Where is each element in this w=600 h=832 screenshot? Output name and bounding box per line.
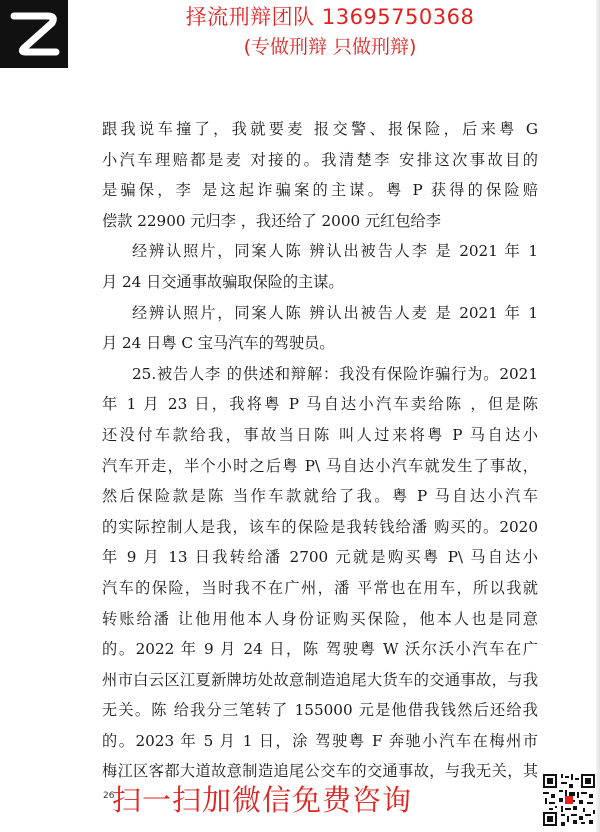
body-line: 无关。陈 给我分三笔转了 155000 元是他借我钱然后还给我 [102, 701, 538, 720]
body-line: 还没付车款给我，事故当日陈 叫人过来将粤 P 马自达小 [102, 425, 538, 444]
body-line: 经辨认照片，同案人陈 辨认出被告人李 是 2021 年 1 [132, 242, 538, 261]
header-contact-line: 择流刑辩团队 13695750368 [185, 5, 475, 29]
brand-logo-icon [0, 0, 68, 68]
body-line: 年 9 月 13 日我转给潘 2700 元就是购买粤 P\ 马自达小 [102, 548, 538, 567]
body-line: 然后保险款是陈 当作车款就给了我。粤 P 马自达小汽车 [102, 487, 538, 506]
body-line: 的。2022 年 9 月 24 日，陈 驾驶粤 W 沃尔沃小汽车在广 [102, 640, 538, 659]
body-line: 汽车的保险，当时我不在广州，潘 平常也在用车，所以我就 [102, 578, 538, 597]
body-line: 年 1 月 23 日，我将粤 P 马自达小汽车卖给陈 ，但是陈 [102, 395, 538, 414]
body-line: 25.被告人李 的供述和辩解：我没有保险诈骗行为。2021 [132, 364, 538, 383]
header-tagline: (专做刑辩 只做刑辩) [243, 36, 417, 58]
page-number: 26 [103, 791, 115, 801]
body-line: 月 24 日交通事故骗取保险的主谋。 [102, 272, 344, 291]
body-line: 汽车开走，半个小时之后粤 P\ 马自达小汽车就发生了事故， [102, 456, 538, 475]
body-line: 偿款 22900 元归李 ，我还给了 2000 元红包给李 [102, 211, 441, 230]
body-line: 的。2023 年 5 月 1 日，涂 驾驶粤 F 奔驰小汽车在梅州市 [102, 731, 538, 750]
page-edge-shadow [596, 0, 600, 832]
body-line: 月 24 日粤 C 宝马汽车的驾驶员。 [102, 334, 335, 353]
page-header [120, 2, 540, 62]
footer-call-to-action: 扫一扫加微信免费咨询 [112, 783, 413, 817]
body-line: 经辨认照片，同案人陈 辨认出被告人麦 是 2021 年 1 [132, 303, 538, 322]
document-body [102, 114, 538, 787]
body-line: 的实际控制人是我，该车的保险是我转钱给潘 购买的。2020 [102, 517, 538, 536]
body-line: 州市白云区江夏新牌坊处故意制造追尾大货车的交通事故，与我 [102, 670, 538, 689]
body-line: 跟我说车撞了，我就要麦 报交警、报保险，后来粤 G [102, 120, 538, 138]
qr-code-icon[interactable] [541, 772, 597, 828]
body-line: 梅江区客都大道故意制造追尾公交车的交通事故，与我无关，其 [102, 762, 538, 781]
body-line: 小汽车理赔都是麦 对接的。我清楚李 安排这次事故目的 [102, 150, 538, 169]
body-line: 转账给潘 让他用他本人身份证购买保险，他本人也是同意 [102, 609, 538, 628]
body-line: 是骗保，李 是这起诈骗案的主谋。粤 P 获得的保险赔 [102, 181, 538, 200]
